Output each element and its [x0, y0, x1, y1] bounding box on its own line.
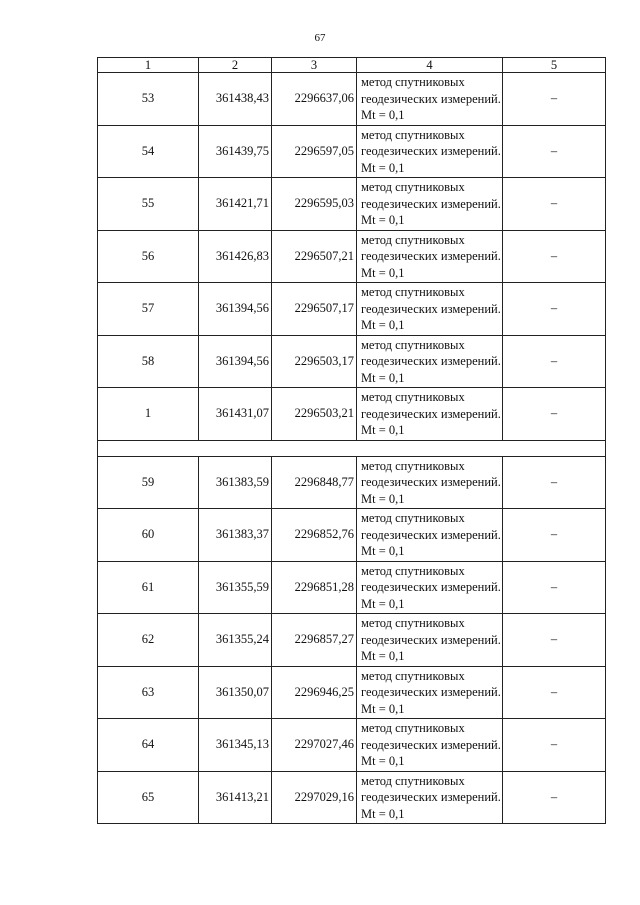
- note-cell: –: [503, 456, 606, 509]
- note-cell: –: [503, 666, 606, 719]
- coordinate-x: 361383,37: [199, 509, 272, 562]
- separator-row: [98, 440, 606, 456]
- method-description: метод спутниковых геодезических измерений. Mt = 0,1: [357, 230, 503, 283]
- table-row: [98, 509, 606, 562]
- coordinate-y: 2296503,21: [272, 388, 357, 441]
- method-description: метод спутниковых геодезических измерений. Mt = 0,1: [357, 719, 503, 772]
- coordinate-x: 361431,07: [199, 388, 272, 441]
- method-description: метод спутниковых геодезических измерений. Mt = 0,1: [357, 614, 503, 667]
- coordinate-x: 361350,07: [199, 666, 272, 719]
- table-row: [98, 73, 606, 126]
- method-description: метод спутниковых геодезических измерений. Mt = 0,1: [357, 561, 503, 614]
- method-description: метод спутниковых геодезических измерений. Mt = 0,1: [357, 335, 503, 388]
- coordinate-x: 361439,75: [199, 125, 272, 178]
- note-cell: –: [503, 283, 606, 336]
- point-number: 56: [98, 230, 199, 283]
- note-cell: –: [503, 509, 606, 562]
- point-number: 54: [98, 125, 199, 178]
- coordinate-x: 361394,56: [199, 335, 272, 388]
- point-number: 1: [98, 388, 199, 441]
- coordinate-x: 361421,71: [199, 178, 272, 231]
- note-cell: –: [503, 230, 606, 283]
- column-header: 1: [98, 58, 199, 73]
- table-row: [98, 456, 606, 509]
- note-cell: –: [503, 73, 606, 126]
- coordinate-x: 361438,43: [199, 73, 272, 126]
- coordinate-x: 361355,24: [199, 614, 272, 667]
- method-description: метод спутниковых геодезических измерений. Mt = 0,1: [357, 388, 503, 441]
- point-number: 62: [98, 614, 199, 667]
- column-header: 2: [199, 58, 272, 73]
- coordinate-y: 2296637,06: [272, 73, 357, 126]
- point-number: 59: [98, 456, 199, 509]
- coordinate-x: 361394,56: [199, 283, 272, 336]
- note-cell: –: [503, 614, 606, 667]
- method-description: метод спутниковых геодезических измерений. Mt = 0,1: [357, 456, 503, 509]
- coordinate-x: 361383,59: [199, 456, 272, 509]
- coordinate-y: 2296595,03: [272, 178, 357, 231]
- coordinates-table: [97, 57, 606, 824]
- point-number: 63: [98, 666, 199, 719]
- point-number: 65: [98, 771, 199, 824]
- method-description: метод спутниковых геодезических измерений. Mt = 0,1: [357, 73, 503, 126]
- coordinate-x: 361355,59: [199, 561, 272, 614]
- table-row: [98, 178, 606, 231]
- method-description: метод спутниковых геодезических измерений. Mt = 0,1: [357, 509, 503, 562]
- column-header: 5: [503, 58, 606, 73]
- column-header: 4: [357, 58, 503, 73]
- note-cell: –: [503, 771, 606, 824]
- coordinate-y: 2296507,17: [272, 283, 357, 336]
- coordinate-y: 2296852,76: [272, 509, 357, 562]
- column-header: 3: [272, 58, 357, 73]
- table-row: [98, 771, 606, 824]
- table-body: [98, 73, 606, 824]
- coordinate-y: 2296857,27: [272, 614, 357, 667]
- page-number: 67: [314, 32, 326, 44]
- method-description: метод спутниковых геодезических измерений. Mt = 0,1: [357, 283, 503, 336]
- note-cell: –: [503, 561, 606, 614]
- note-cell: –: [503, 719, 606, 772]
- note-cell: –: [503, 388, 606, 441]
- method-description: метод спутниковых геодезических измерений. Mt = 0,1: [357, 125, 503, 178]
- coordinate-y: 2296848,77: [272, 456, 357, 509]
- point-number: 58: [98, 335, 199, 388]
- table-row: [98, 561, 606, 614]
- point-number: 61: [98, 561, 199, 614]
- note-cell: –: [503, 335, 606, 388]
- note-cell: –: [503, 178, 606, 231]
- method-description: метод спутниковых геодезических измерений. Mt = 0,1: [357, 771, 503, 824]
- point-number: 60: [98, 509, 199, 562]
- coordinate-x: 361426,83: [199, 230, 272, 283]
- coordinate-x: 361413,21: [199, 771, 272, 824]
- table-row: [98, 666, 606, 719]
- coordinate-y: 2297029,16: [272, 771, 357, 824]
- table-header-row: [98, 58, 606, 73]
- coordinate-y: 2296503,17: [272, 335, 357, 388]
- coordinate-y: 2296507,21: [272, 230, 357, 283]
- coordinate-y: 2297027,46: [272, 719, 357, 772]
- coordinate-y: 2296851,28: [272, 561, 357, 614]
- table-row: [98, 125, 606, 178]
- point-number: 64: [98, 719, 199, 772]
- table-row: [98, 388, 606, 441]
- table-row: [98, 335, 606, 388]
- point-number: 53: [98, 73, 199, 126]
- coordinate-x: 361345,13: [199, 719, 272, 772]
- note-cell: –: [503, 125, 606, 178]
- method-description: метод спутниковых геодезических измерений. Mt = 0,1: [357, 666, 503, 719]
- table-row: [98, 614, 606, 667]
- method-description: метод спутниковых геодезических измерений. Mt = 0,1: [357, 178, 503, 231]
- table-row: [98, 283, 606, 336]
- coordinate-y: 2296946,25: [272, 666, 357, 719]
- table-row: [98, 719, 606, 772]
- separator-cell: [98, 440, 606, 456]
- coordinate-y: 2296597,05: [272, 125, 357, 178]
- point-number: 55: [98, 178, 199, 231]
- point-number: 57: [98, 283, 199, 336]
- table-row: [98, 230, 606, 283]
